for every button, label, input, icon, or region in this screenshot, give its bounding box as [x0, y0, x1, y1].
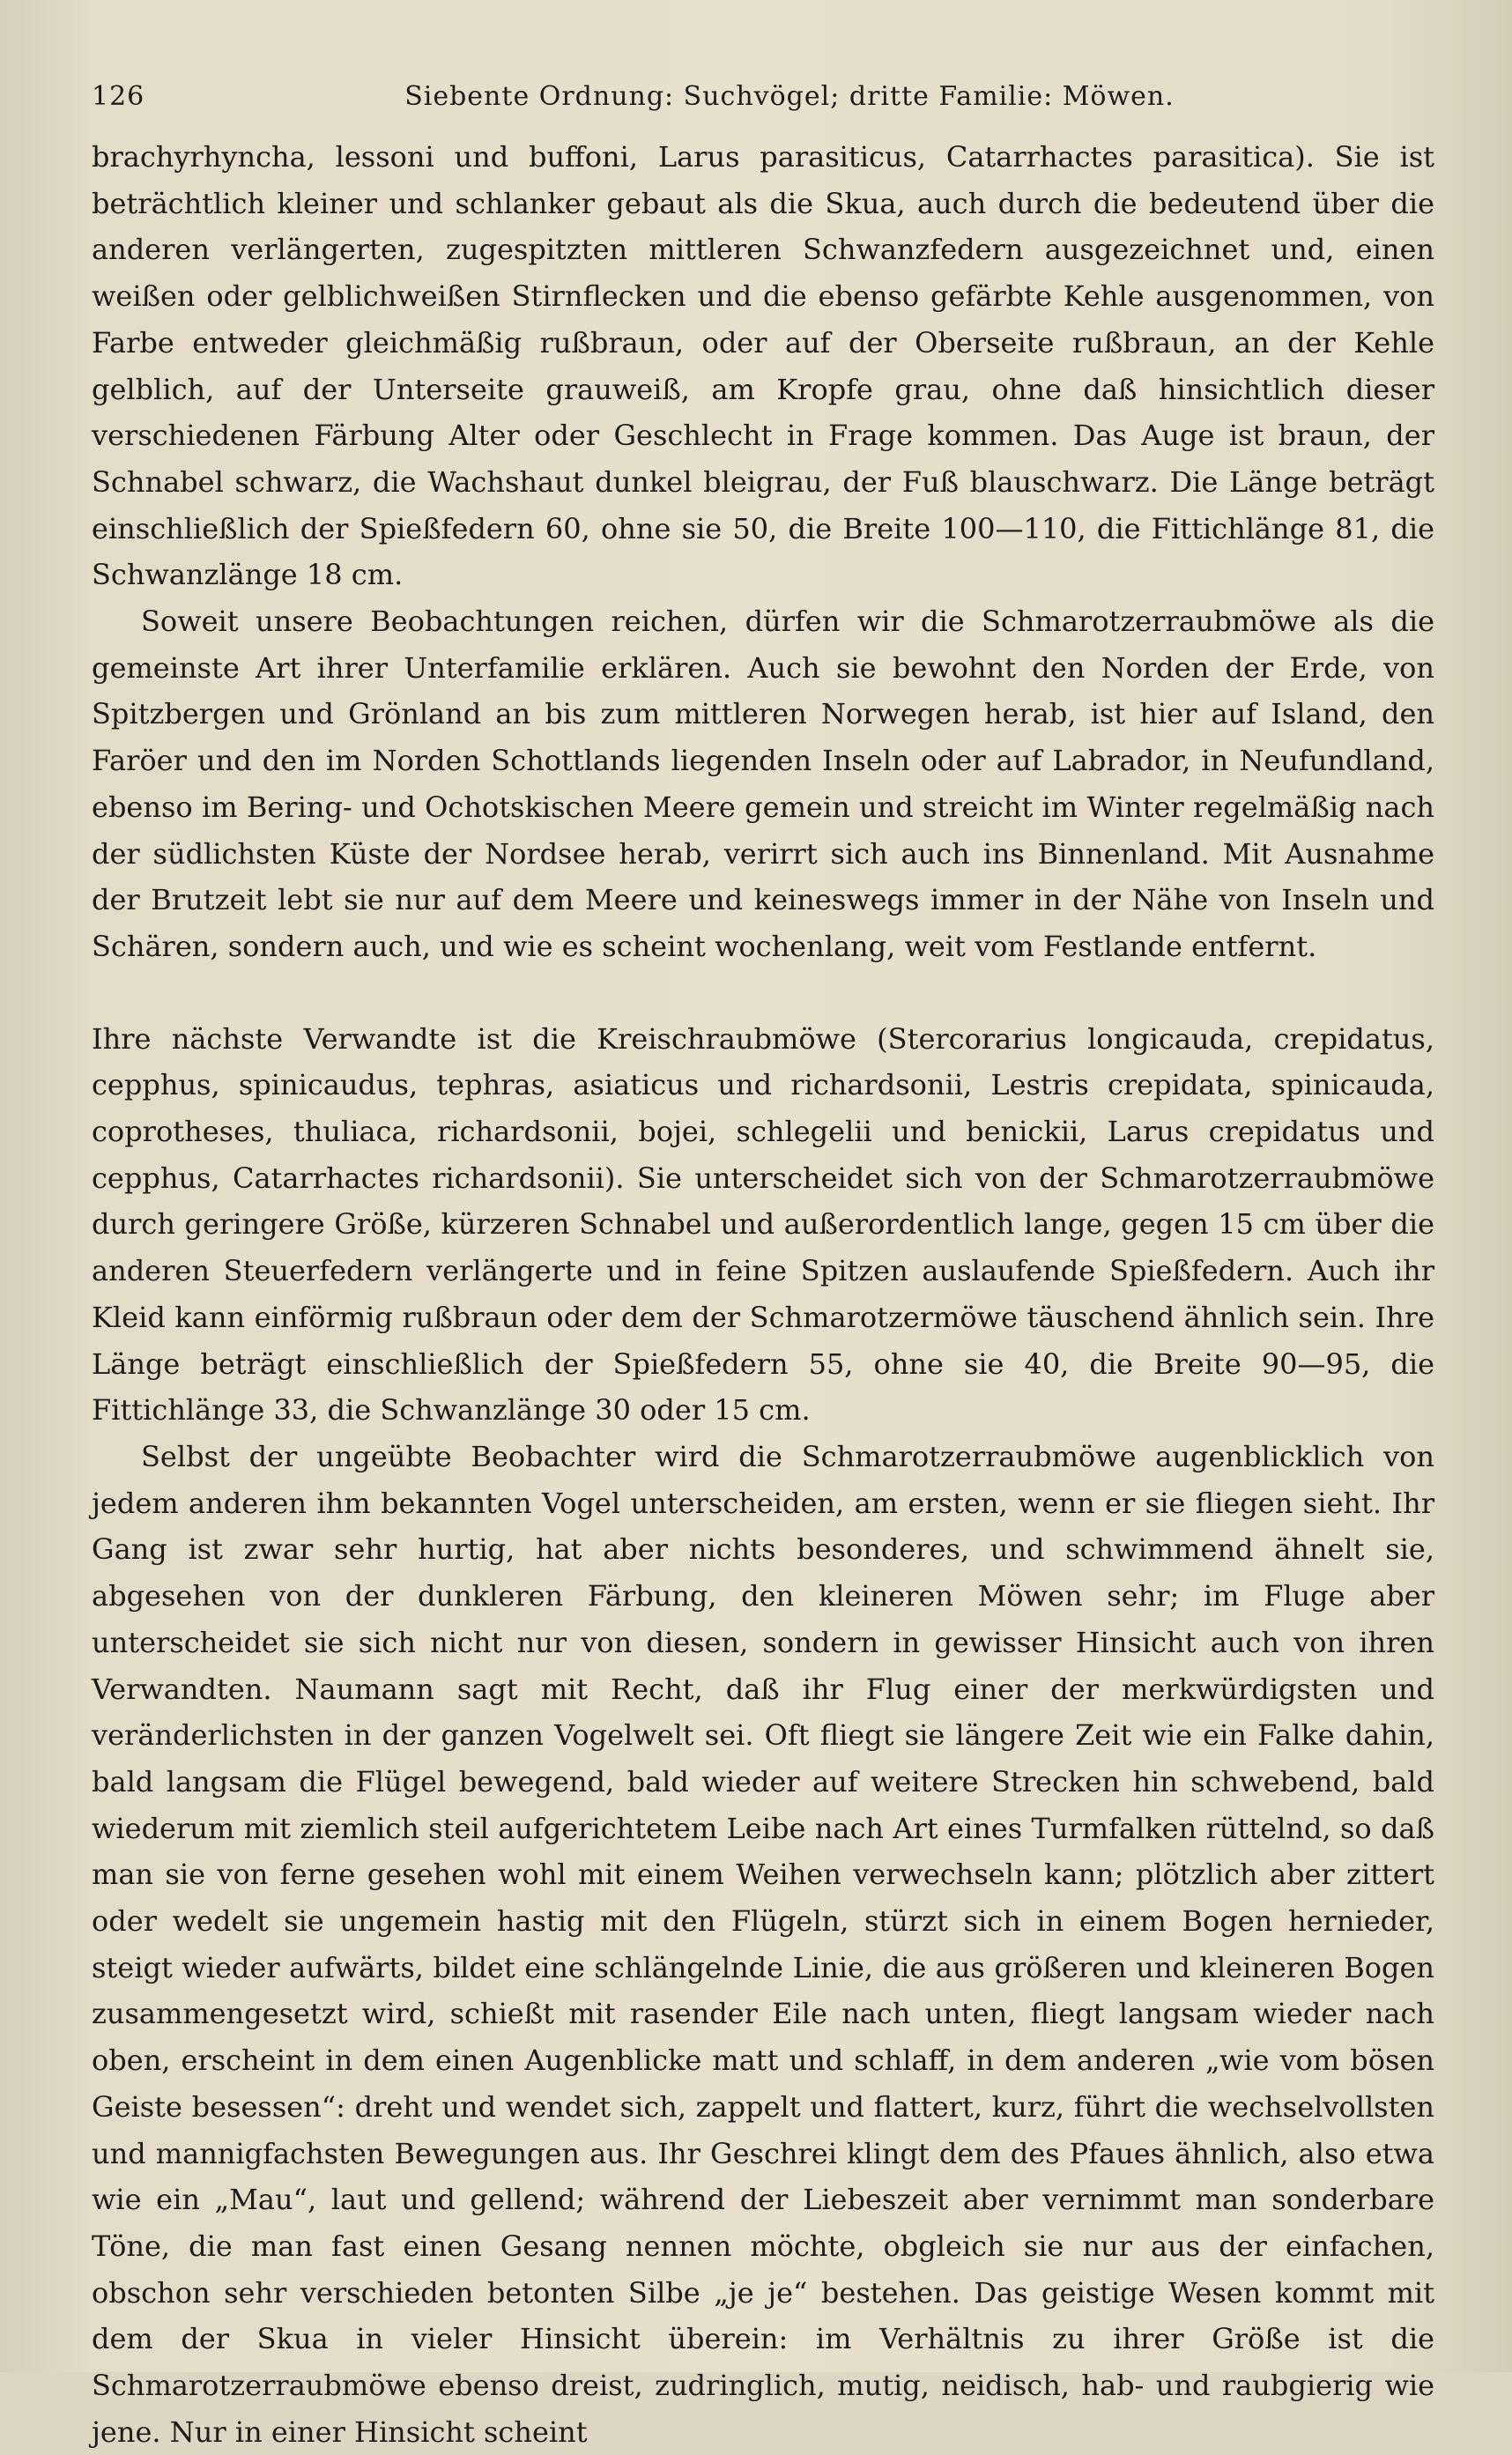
section-gap: [92, 970, 1434, 1016]
paragraph-4: Selbst der ungeübte Beobachter wird die Schmarotzerraubmöwe augenblicklich von jedem anderen ihm bekannten Vogel unterscheiden, am ersten, wenn er sie fliegen sieht. Ihr Gang ist zwar sehr hurtig, hat aber nichts besonderes, und schwimmend ähnelt sie, abgesehen von der dunkleren Färbung, den kleineren Möwen sehr; im Fluge aber unterscheidet sie sich nicht nur von diesen, sondern in gewisser Hinsicht auch von ihren Verwandten. Naumann sagt mit Recht, daß ihr Flug einer der merkwürdigsten und veränderlichsten in der ganzen Vogelwelt sei. Oft fliegt sie längere Zeit wie ein Falke dahin, bald langsam die Flügel bewegend, bald wieder auf weitere Strecken hin schwebend, bald wiederum mit ziemlich steil aufgerichtetem Leibe nach Art eines Turmfalken rüttelnd, so daß man sie von ferne gesehen wohl mit einem Weihen verwechseln kann; plötzlich aber zittert oder wedelt sie ungemein hastig mit den Flügeln, stürzt sich in einem Bogen hernieder, steigt wieder aufwärts, bildet eine schlängelnde Linie, die aus größeren und kleineren Bogen zusammengesetzt wird, schießt mit rasender Eile nach unten, fliegt langsam wieder nach oben, erscheint in dem einen Augenblicke matt und schlaff, in dem anderen „wie vom bösen Geiste besessen“: dreht und wendet sich, zappelt und flattert, kurz, führt die wechselvollsten und mannigfachsten Bewegungen aus. Ihr Geschrei klingt dem des Pfaues ähnlich, also etwa wie ein „Mau“, laut und gellend; während der Liebeszeit aber vernimmt man sonderbare Töne, die man fast einen Gesang nennen möchte, obgleich sie nur aus der einfachen, obschon sehr verschieden betonten Silbe „je je“ bestehen. Das geistige Wesen kommt mit dem der Skua in vieler Hinsicht überein: im Verhältnis zu ihrer Größe ist die Schmarotzerraubmöwe ebenso dreist, zudringlich, mutig, neidisch, hab- und raubgierig wie jene. Nur in einer Hinsicht scheint: [92, 1439, 1434, 2449]
body-text: [92, 134, 1434, 2455]
paragraph-1: brachyrhyncha, lessoni und buffoni, Larus parasiticus, Catarrhactes parasitica). Sie ist beträchtlich kleiner und schlanker gebaut als die Skua, auch durch die bedeutend über die anderen verlängerten, zugespitzten mittleren Schwanzfedern ausgezeichnet und, einen weißen oder gelblichweißen Stirnflecken und die ebenso gefärbte Kehle ausgenommen, von Farbe entweder gleichmäßig rußbraun, oder auf der Oberseite rußbraun, an der Kehle gelblich, auf der Unterseite grauweiß, am Kropfe grau, ohne daß hinsichtlich dieser verschiedenen Färbung Alter oder Geschlecht in Frage kommen. Das Auge ist braun, der Schnabel schwarz, die Wachshaut dunkel bleigrau, der Fuß blauschwarz. Die Länge beträgt einschließlich der Spießfedern 60, ohne sie 50, die Breite 100—110, die Fittichlänge 81, die Schwanzlänge 18 cm.: [92, 140, 1434, 592]
paragraph-2: Soweit unsere Beobachtungen reichen, dürfen wir die Schmarotzerraubmöwe als die gemeinste Art ihrer Unterfamilie erklären. Auch sie bewohnt den Norden der Erde, von Spitzbergen und Grönland an bis zum mittleren Norwegen herab, ist hier auf Island, den Faröer und den im Norden Schottlands liegenden Inseln oder auf Labrador, in Neufundland, ebenso im Bering- und Ochotskischen Meere gemein und streicht im Winter regelmäßig nach der südlichsten Küste der Nordsee herab, verirrt sich auch ins Binnenland. Mit Ausnahme der Brutzeit lebt sie nur auf dem Meere und keineswegs immer in der Nähe von Inseln und Schären, sondern auch, und wie es scheint wochenlang, weit vom Festlande entfernt.: [92, 604, 1434, 963]
page-number: 126: [92, 81, 145, 112]
running-head: Siebente Ordnung: Suchvögel; dritte Familie: Möwen.: [404, 81, 1175, 112]
paragraph-3: Ihre nächste Verwandte ist die Kreischraubmöwe (Stercorarius longicauda, crepidatus, cepphus, spinicaudus, tephras, asiaticus und richardsonii, Lestris crepidata, spinicauda, coprotheses, thuliaca, richardsonii, bojei, schlegelii und benickii, Larus crepidatus und cepphus, Catarrhactes richardsonii). Sie unterscheidet sich von der Schmarotzerraubmöwe durch geringere Größe, kürzeren Schnabel und außerordentlich lange, gegen 15 cm über die anderen Steuerfedern verlängerte und in feine Spitzen auslaufende Spießfedern. Auch ihr Kleid kann einförmig rußbraun oder dem der Schmarotzermöwe täuschend ähnlich sein. Ihre Länge beträgt einschließlich der Spießfedern 55, ohne sie 40, die Breite 90—95, die Fittichlänge 33, die Schwanzlänge 30 oder 15 cm.: [92, 1021, 1434, 1428]
page-header: [92, 81, 1434, 134]
